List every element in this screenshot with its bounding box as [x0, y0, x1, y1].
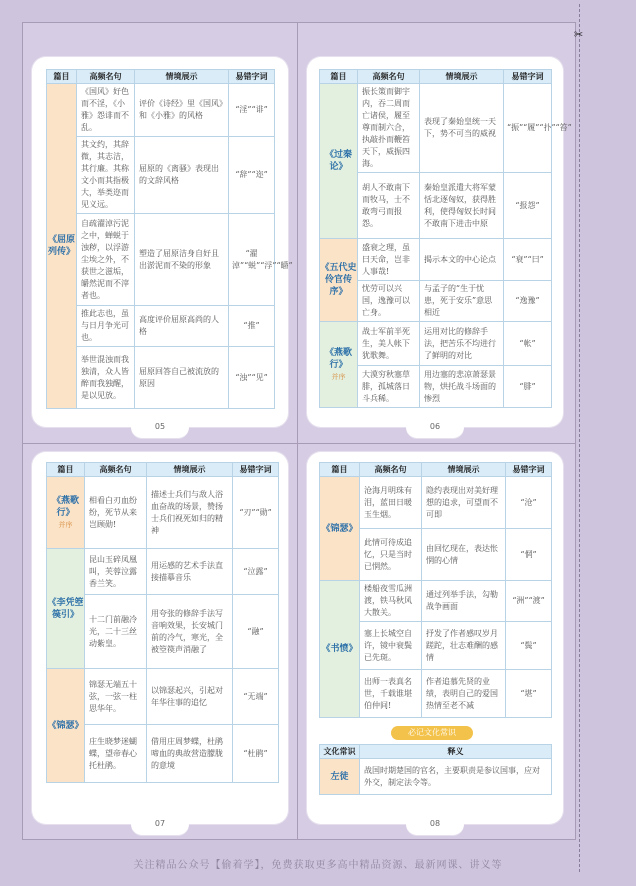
words-cell: “鬓” — [506, 622, 552, 670]
quote-cell: 十二门前融冷光，二十三丝动紫皇。 — [85, 595, 147, 669]
scene-cell: 用边塞的悲凉萧瑟景物，烘托战斗场面的惨烈 — [420, 366, 504, 408]
work-title-text: 《燕歌行》 — [51, 495, 79, 518]
quote-cell: 盛衰之理，虽曰天命，岂非人事哉! — [358, 239, 420, 281]
words-cell: “濯淖”“蜕”“浮”“皭” — [229, 214, 275, 306]
words-cell: “无端” — [233, 669, 279, 725]
scene-cell: 塑造了屈原洁身自好且出淤泥而不染的形象 — [135, 214, 229, 306]
quote-cell: 大漠穷秋塞草腓，孤城落日斗兵稀。 — [358, 366, 420, 408]
work-title — [320, 322, 358, 408]
center-divider — [297, 22, 298, 840]
quote-cell: 此情可待成追忆，只是当时已惘然。 — [360, 529, 422, 581]
culture-heading-badge: 必记文化常识 — [391, 726, 473, 740]
page-07-card — [32, 452, 288, 828]
header-words: 易错字词 — [504, 70, 552, 84]
header-scene: 情境展示 — [147, 463, 233, 477]
work-title: 《过秦论》 — [320, 84, 358, 239]
culture-table — [319, 744, 552, 795]
words-cell: “融” — [233, 595, 279, 669]
header-title: 篇目 — [47, 463, 85, 477]
words-cell: “浊”“见” — [229, 347, 275, 409]
words-cell: “杜鹃” — [233, 725, 279, 783]
scene-cell: 借用庄周梦蝶，杜鹃啼血的典故营造朦胧的意境 — [147, 725, 233, 783]
work-title: 《锦瑟》 — [47, 669, 85, 783]
quote-cell: 楼船夜雪瓜洲渡，铁马秋风大散关。 — [360, 581, 422, 622]
page-08-card — [307, 452, 563, 828]
quote-cell: 锦瑟无端五十弦，一弦一柱思华年。 — [85, 669, 147, 725]
culture-header-term: 文化常识 — [320, 745, 360, 759]
page-06-table — [319, 69, 572, 408]
words-cell: “沧” — [506, 477, 552, 529]
header-title: 篇目 — [320, 463, 360, 477]
page-06-card — [307, 57, 572, 431]
header-title: 篇目 — [47, 70, 77, 84]
words-cell: “辞”“迩” — [229, 137, 275, 214]
scissors-icon: ✂ — [574, 28, 584, 41]
quote-cell: 其文约，其辞微，其志洁，其行廉。其称文小而其指极大，举类迩而见义远。 — [77, 137, 135, 214]
culture-term: 左徒 — [320, 759, 360, 795]
scene-cell: 通过列举手法，勾勒战争画面 — [422, 581, 506, 622]
work-subtitle: 并序 — [331, 372, 346, 381]
scene-cell: 屈原的《离骚》表现出的文辞风格 — [135, 137, 229, 214]
work-title: 《锦瑟》 — [320, 477, 360, 581]
middle-divider — [22, 443, 576, 444]
header-quote: 高频名句 — [358, 70, 420, 84]
scene-cell: 抒发了作者感叹岁月蹉跎，壮志难酬的感情 — [422, 622, 506, 670]
words-cell: “泣露” — [233, 549, 279, 595]
header-quote: 高频名句 — [77, 70, 135, 84]
words-cell: “衰”“曰” — [504, 239, 552, 281]
scene-cell: 隐约表现出对美好理想的追求，可望而不可即 — [422, 477, 506, 529]
scene-cell: 由回忆现在，表达怅惘的心情 — [422, 529, 506, 581]
words-cell: “洲”“渡” — [506, 581, 552, 622]
header-quote: 高频名句 — [85, 463, 147, 477]
scene-cell: 用运感的艺术手法直接描摹音乐 — [147, 549, 233, 595]
page-08-table — [319, 462, 552, 718]
cut-line — [579, 4, 580, 872]
header-scene: 情境展示 — [422, 463, 506, 477]
quote-cell: 胡人不敢南下而牧马，士不敢弯弓而报怨。 — [358, 173, 420, 239]
header-words: 易错字词 — [233, 463, 279, 477]
culture-meaning: 战国时期楚国的官名，主要职责是参议国事，应对外交，制定法令等。 — [360, 759, 552, 795]
scene-cell: 以锦瑟起兴，引起对年华往事的追忆 — [147, 669, 233, 725]
words-cell: “帐” — [504, 322, 552, 366]
work-title: 《五代史伶官传序》 — [320, 239, 358, 322]
page-05-card — [32, 57, 293, 431]
scene-cell: 用夸张的修辞手法写音响效果，长安城门前的冷气，寒光，全被箜篌声消融了 — [147, 595, 233, 669]
quote-cell: 自疏濯淖污泥之中，蝉蜕于浊秽，以浮游尘埃之外，不获世之滋垢，皭然泥而不滓者也。 — [77, 214, 135, 306]
header-title: 篇目 — [320, 70, 358, 84]
scene-cell: 描述士兵们与敌人浴血奋战的场景，赞扬士兵们视死如归的精神 — [147, 477, 233, 549]
quote-cell: 庄生晓梦迷蝴蝶，望帝春心托杜鹃。 — [85, 725, 147, 783]
page-07-table — [46, 462, 279, 783]
page-number: 06 — [406, 416, 464, 438]
work-title: 《书愤》 — [320, 581, 360, 718]
page-number: 05 — [131, 416, 189, 438]
page-number: 07 — [131, 813, 189, 835]
culture-header-meaning: 释义 — [360, 745, 552, 759]
words-cell: “推” — [229, 306, 275, 347]
work-title-text: 《燕歌行》 — [324, 347, 352, 370]
words-cell: “惘” — [506, 529, 552, 581]
words-cell: “报怨” — [504, 173, 552, 239]
quote-cell: 相看白刃血纷纷，死节从来岂顾勋! — [85, 477, 147, 549]
scene-cell: 揭示本文的中心论点 — [420, 239, 504, 281]
scene-cell: 运用对比的修辞手法，把苦乐不均进行了鲜明的对比 — [420, 322, 504, 366]
header-scene: 情境展示 — [420, 70, 504, 84]
header-scene: 情境展示 — [135, 70, 229, 84]
scene-cell: 与孟子的“生于忧患，死于安乐”意思相近 — [420, 281, 504, 322]
words-cell: “堪” — [506, 670, 552, 718]
quote-cell: 《国风》好色而不淫，《小雅》怨诽而不乱。 — [77, 84, 135, 137]
header-quote: 高频名句 — [360, 463, 422, 477]
quote-cell: 振长策而御宇内，吞二周而亡诸侯，履至尊而制六合，执敲扑而鞭笞天下，威振四海。 — [358, 84, 420, 173]
words-cell: “刃”“勋” — [233, 477, 279, 549]
words-cell: “腓” — [504, 366, 552, 408]
work-subtitle: 并序 — [58, 520, 73, 529]
quote-cell: 忧劳可以兴国，逸豫可以亡身。 — [358, 281, 420, 322]
scene-cell: 作者追慕先贤的业绩，表明自己的爱国热情至老不减 — [422, 670, 506, 718]
quote-cell: 出师一表真名世，千载谁堪伯仲间! — [360, 670, 422, 718]
page-05-table — [46, 69, 293, 409]
quote-cell: 沧海月明珠有泪，蓝田日暖玉生烟。 — [360, 477, 422, 529]
footer-text: 关注精品公众号【偷着学】，免费获取更多高中精品资源、最新网课、讲义等 — [133, 860, 503, 871]
work-title: 《屈原列传》 — [47, 84, 77, 409]
quote-cell: 塞上长城空自许，镜中衰鬓已先斑。 — [360, 622, 422, 670]
quote-cell: 推此志也，虽与日月争光可也。 — [77, 306, 135, 347]
work-title — [47, 477, 85, 549]
quote-cell: 举世混浊而我独清，众人皆醉而我独醒，是以见放。 — [77, 347, 135, 409]
page-number: 08 — [406, 813, 464, 835]
header-words: 易错字词 — [506, 463, 552, 477]
scene-cell: 屈原回答自己被流放的原因 — [135, 347, 229, 409]
scene-cell: 评价《诗经》里《国风》和《小雅》的风格 — [135, 84, 229, 137]
words-cell: “振”“履”“扑”“笞” — [504, 84, 552, 173]
words-cell: “逸豫” — [504, 281, 552, 322]
scene-cell: 表现了秦始皇统一天下，势不可当的威视 — [420, 84, 504, 173]
scene-cell: 高度评价屈原高尚的人格 — [135, 306, 229, 347]
quote-cell: 昆山玉碎凤凰叫，芙蓉泣露香兰笑。 — [85, 549, 147, 595]
words-cell: “淫”“诽” — [229, 84, 275, 137]
scene-cell: 秦始皇派遣大将军蒙恬北逐匈奴，获得胜利，使得匈奴长时间不敢南下进击中原 — [420, 173, 504, 239]
work-title: 《李凭箜篌引》 — [47, 549, 85, 669]
quote-cell: 战士军前半死生，美人帐下犹歌舞。 — [358, 322, 420, 366]
header-words: 易错字词 — [229, 70, 275, 84]
